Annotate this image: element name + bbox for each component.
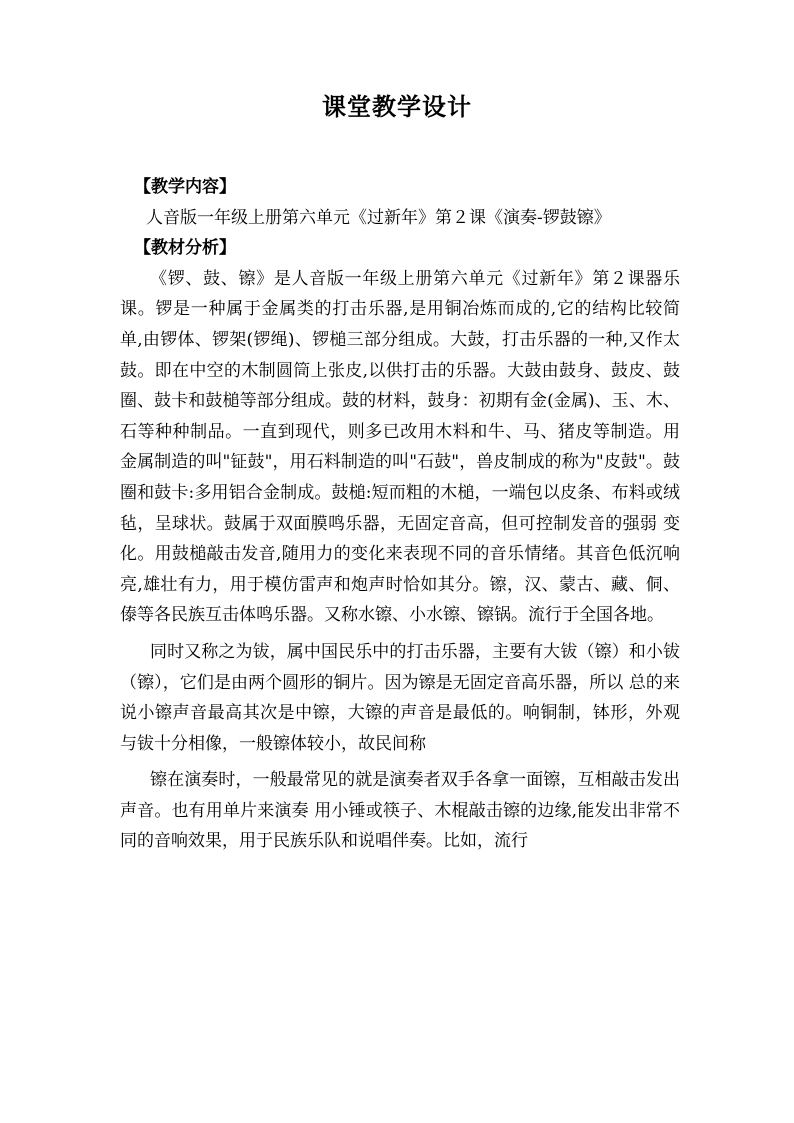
analysis-paragraph-1: 《锣、鼓、镲》是人音版一年级上册第六单元《过新年》第２课器乐课。锣是一种属于金属类的打击乐器,是用铜冶炼而成的,它的结构比较简单,由锣体、锣架(锣绳)、锣槌三部分组成。大鼓，打击乐器的一种,又作太鼓。即在中空的木制圆筒上张皮,以供打击的乐器。大鼓由鼓身、鼓皮、鼓圈、鼓卡和鼓槌等部分组成。鼓的材料，鼓身：初期有金(金属)、玉、木、石等种种制品。一直到现代，则多已改用木料和牛、马、猪皮等制造。用金属制造的叫"钲鼓"，用石料制造的叫"石鼓"，兽皮制成的称为"皮鼓"。鼓圈和鼓卡:多用铝合金制成。鼓槌:短而粗的木槌，一端包以皮条、布料或绒毡，呈球状。鼓属于双面膜鸣乐器，无固定音高，但可控制发音的强弱 变化。用鼓槌敲击发音,随用力的变化来表现不同的音乐情绪。其音色低沉响亮,雄壮有力，用于模仿雷声和炮声时恰如其分。镲，汉、蒙古、藏、侗、傣等各民族互击体鸣乐器。又称水镲、小水镲、镲锅。流行于全国各地。 (120, 268, 680, 626)
section-heading-teaching-content: 【教学内容】 (134, 177, 236, 197)
analysis-paragraph-3: 镲在演奏时，一般最常见的就是演奏者双手各拿一面镲，互相敲击发出声音。也有用单片来演奏 用小锤或筷子、木棍敲击镲的边缘,能发出非常不同的音响效果，用于民族乐队和说唱伴奏。比如，流行 (120, 770, 680, 852)
section-heading-material-analysis: 【教材分析】 (134, 238, 236, 259)
page-title: 课堂教学设计 (322, 92, 472, 121)
document-body (120, 172, 680, 857)
teaching-content-text: 人音版一年级上册第六单元《过新年》第２课《演奏-锣鼓镲》 (146, 207, 611, 228)
analysis-paragraph-2: 同时又称之为钹，属中国民乐中的打击乐器，主要有大钹（镲）和小钹（镲），它们是由两个圆形的铜片。因为镲是无固定音高乐器，所以 总的来说小镲声音最高其次是中镲，大镲的声音是最低的。响铜制，钵形，外观与钹十分相像，一般镲体较小，故民间称 (120, 641, 680, 754)
